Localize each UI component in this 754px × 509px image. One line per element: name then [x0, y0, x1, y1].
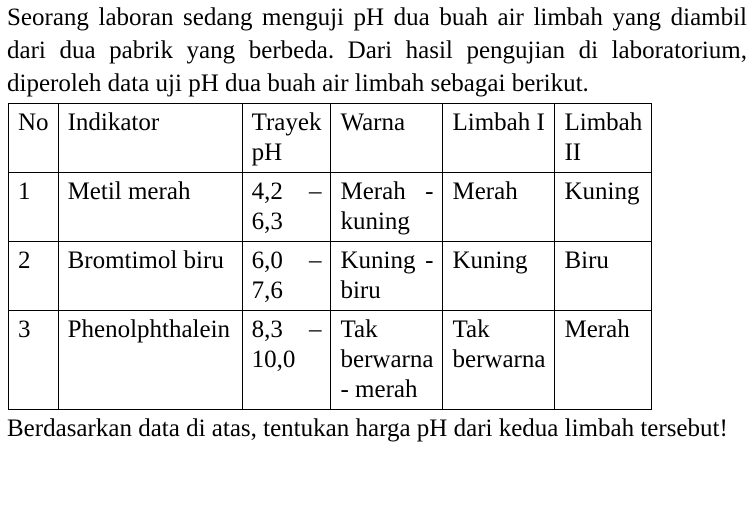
cell-indikator: Phenolphthalein: [58, 311, 242, 410]
cell-limbah-1: Merah: [443, 173, 555, 242]
warna-b: kuning: [340, 208, 410, 235]
header-limbah-2: Limbah II: [555, 104, 652, 173]
warna-dash: -: [425, 247, 434, 274]
trayek-low: 8,3: [251, 316, 283, 343]
cell-indikator: Bromtimol biru: [58, 242, 242, 311]
header-warna: Warna: [331, 104, 443, 173]
warna-line-1: Tak: [340, 316, 378, 343]
trayek-dash: –: [308, 316, 322, 343]
cell-trayek: [242, 311, 331, 410]
limbah-1-line-1: Tak: [452, 316, 490, 343]
cell-trayek: [242, 242, 331, 311]
cell-no: 2: [9, 242, 59, 311]
cell-trayek: [242, 173, 331, 242]
warna-a: Kuning: [340, 247, 416, 274]
limbah-1-line-2: berwarna: [452, 346, 546, 373]
cell-warna: [331, 242, 443, 311]
trayek-low: 6,0: [251, 247, 283, 274]
table-row: [9, 311, 652, 410]
warna-line-2: berwarna: [340, 346, 434, 373]
cell-limbah-2: Merah: [555, 311, 652, 410]
cell-no: 1: [9, 173, 59, 242]
cell-warna: [331, 311, 443, 410]
header-limbah-1: Limbah I: [443, 104, 555, 173]
cell-limbah-1: [443, 311, 555, 410]
ph-indicator-table: [8, 103, 652, 410]
cell-limbah-2: Biru: [555, 242, 652, 311]
cell-limbah-1: Kuning: [443, 242, 555, 311]
cell-indikator: Metil merah: [58, 173, 242, 242]
trayek-high: 7,6: [251, 277, 283, 304]
table-row: [9, 242, 652, 311]
warna-b: biru: [340, 277, 381, 304]
trayek-dash: –: [308, 247, 322, 274]
warna-dash: -: [425, 178, 434, 205]
cell-limbah-2: Kuning: [555, 173, 652, 242]
header-no: No: [9, 104, 59, 173]
question-paragraph: Berdasarkan data di atas, tentukan harga pH dari kedua limbah tersebut!: [7, 415, 728, 442]
cell-warna: [331, 173, 443, 242]
trayek-high: 6,3: [251, 208, 283, 235]
cell-no: 3: [9, 311, 59, 410]
intro-paragraph: Seorang laboran sedang menguji pH dua buah air limbah yang diambil dari dua pabrik yang berbeda. Dari hasil pengujian di laboratorium, diperoleh data uji pH dua buah air limbah sebagai berikut.: [7, 4, 747, 97]
trayek-low: 4,2: [251, 178, 283, 205]
trayek-high: 10,0: [251, 346, 296, 373]
warna-line-3: - merah: [340, 376, 418, 403]
table-row: [9, 173, 652, 242]
header-trayek: Trayek pH: [242, 104, 331, 173]
header-indikator: Indikator: [58, 104, 242, 173]
table-header-row: [9, 104, 652, 173]
warna-a: Merah: [340, 178, 406, 205]
trayek-dash: –: [308, 178, 322, 205]
document-page: [7, 0, 747, 445]
